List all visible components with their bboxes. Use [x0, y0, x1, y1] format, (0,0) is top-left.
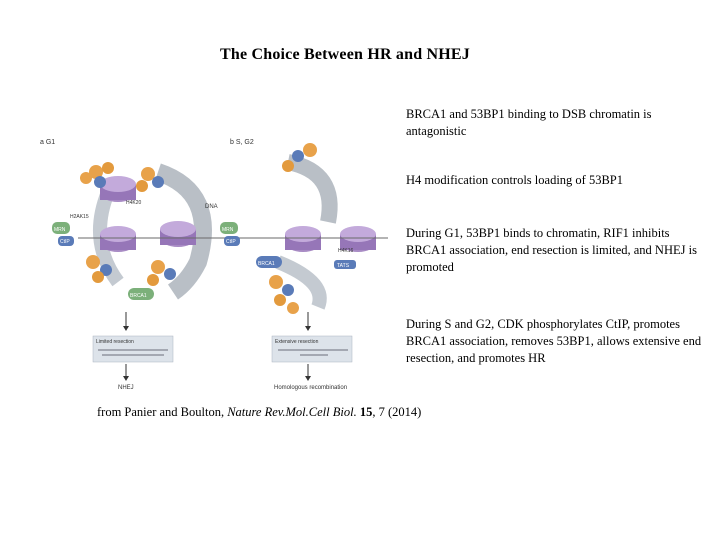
dna-label: DNA — [205, 204, 218, 210]
hr-nhej-figure — [38, 132, 400, 394]
nucleosome-a2 — [100, 226, 136, 252]
brca1-a — [128, 288, 154, 300]
panel-a-label: a G1 — [40, 139, 56, 146]
protein-cluster-a-bottom — [86, 255, 176, 286]
svg-text:Limited resection: Limited resection — [96, 339, 134, 345]
citation-volume: 15 — [359, 405, 373, 419]
hr-label: Homologous recombination — [274, 385, 348, 391]
slide-title: The Choice Between HR and NHEJ — [220, 46, 470, 63]
bullet-antagonistic-binding: BRCA1 and 53BP1 binding to DSB chromatin is antagonistic — [406, 107, 652, 138]
tat5-label: TATS — [337, 263, 350, 269]
nucleosome-a3 — [160, 221, 196, 247]
citation-journal: Nature Rev.Mol.Cell Biol. — [227, 405, 357, 419]
h4k16-label: H4K16 — [338, 248, 354, 254]
limited-resection-box — [93, 336, 173, 362]
mrn-ctip-b — [220, 222, 240, 246]
citation-rest: , 7 (2014) — [372, 405, 422, 419]
nhej-label: NHEJ — [118, 385, 134, 391]
svg-text:Extensive resection: Extensive resection — [275, 339, 319, 345]
citation-prefix: from Panier and Boulton, — [97, 405, 228, 419]
svg-text:BRCA1: BRCA1 — [258, 261, 275, 267]
citation — [97, 405, 421, 420]
bullet-sg2-hr: During S and G2, CDK phosphorylates CtIP, promotes BRCA1 association, removes 53BP1, allows extensive end resection, and promotes HR — [406, 317, 702, 365]
mrn-ctip-a — [52, 222, 74, 246]
pathway-diagram — [38, 132, 400, 394]
h4k20-label: H4K20 — [126, 200, 142, 206]
svg-text:CtIP: CtIP — [60, 239, 70, 245]
h2ak15-label: H2AK15 — [70, 214, 89, 220]
extensive-resection-box — [272, 336, 352, 362]
brca1-b — [256, 256, 282, 268]
panel-b-label: b S, G2 — [230, 139, 254, 146]
bullet-g1-nhej: During G1, 53BP1 binds to chromatin, RIF1 inhibits BRCA1 association, end resection is limited, and NHEJ is promoted — [406, 226, 697, 274]
grey-arrow-b — [288, 162, 330, 222]
svg-text:MRN: MRN — [222, 227, 234, 233]
bullet-h4-modification: H4 modification controls loading of 53BP1 — [406, 173, 623, 187]
svg-text:BRCA1: BRCA1 — [130, 293, 147, 299]
svg-text:MRN: MRN — [54, 227, 66, 233]
nucleosome-b1 — [285, 226, 321, 252]
svg-text:CtIP: CtIP — [226, 239, 236, 245]
